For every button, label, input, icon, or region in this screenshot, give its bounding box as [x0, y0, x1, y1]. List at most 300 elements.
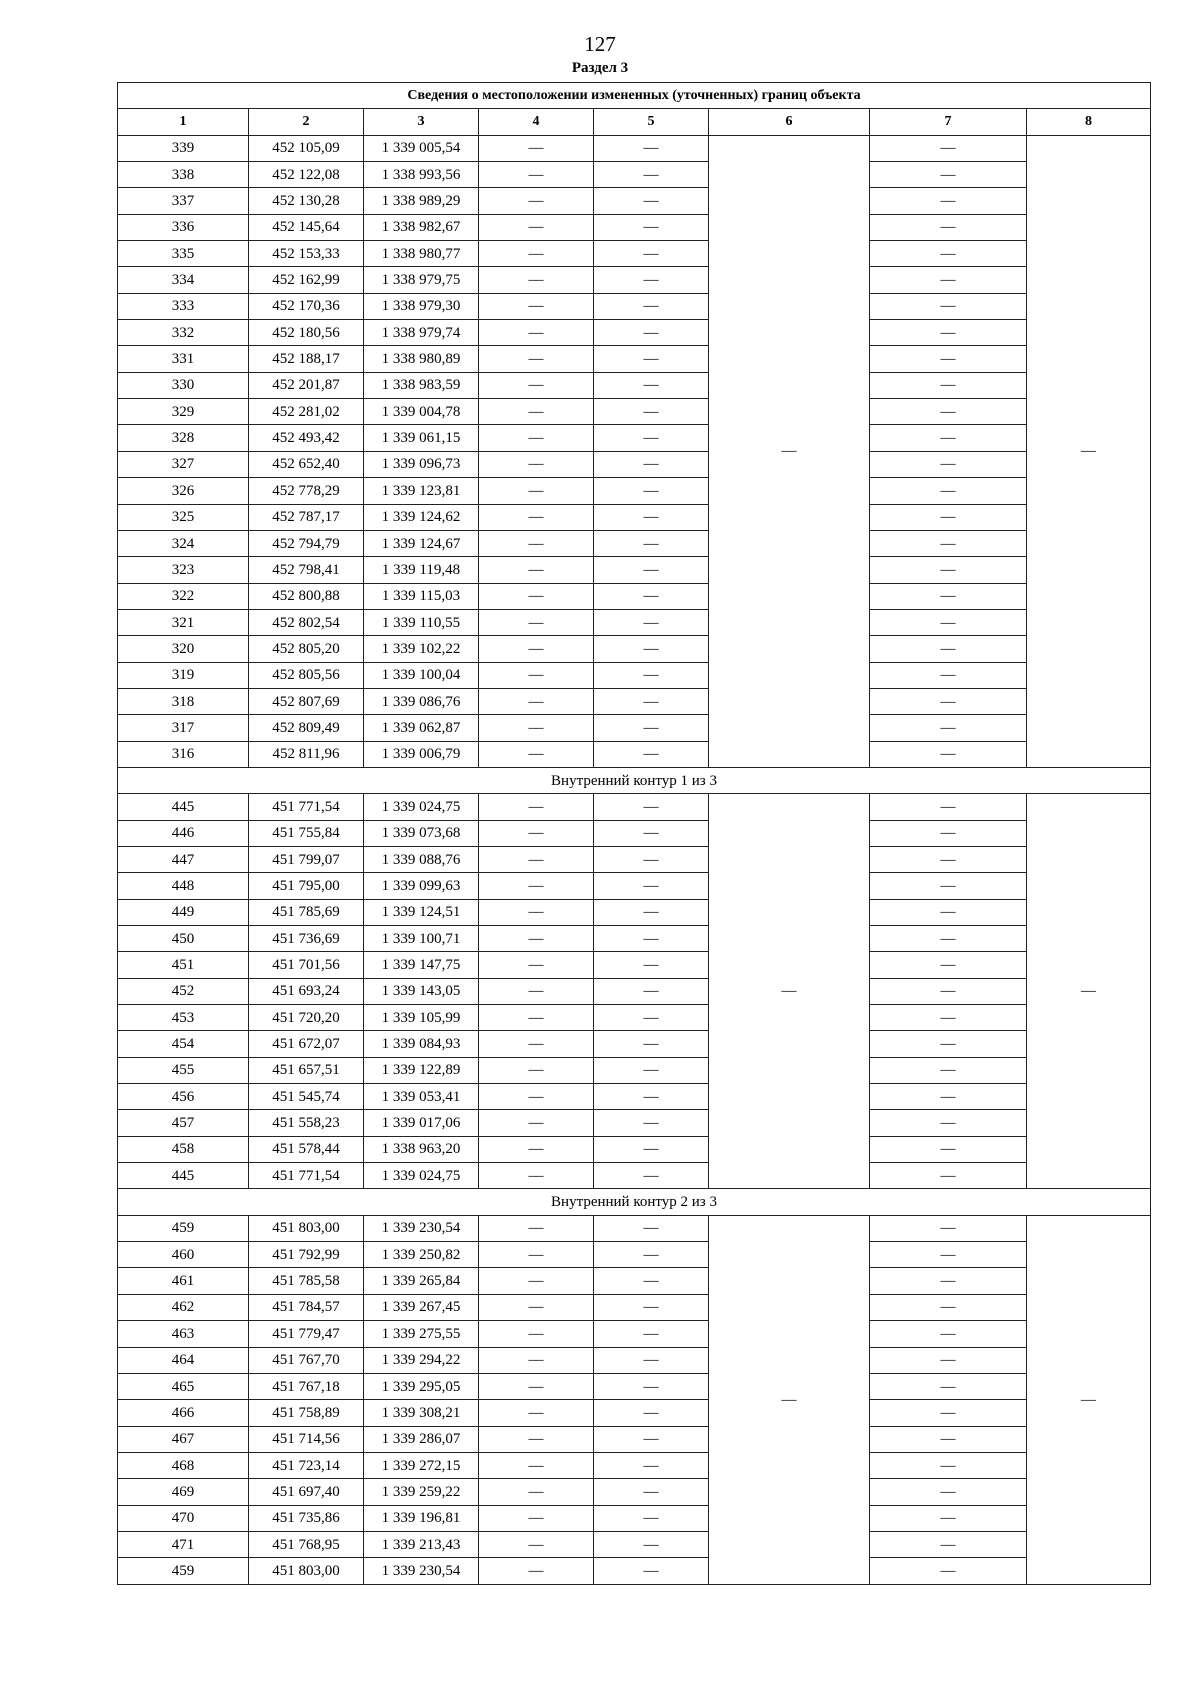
y-coordinate-cell: 1 338 980,89	[364, 346, 479, 372]
x-coordinate-cell: 452 281,02	[249, 399, 364, 425]
y-coordinate-cell: 1 339 250,82	[364, 1242, 479, 1268]
table-row	[118, 688, 1151, 714]
col5-dash-cell: —	[594, 267, 709, 293]
column-header: 3	[364, 109, 479, 135]
table-row	[118, 1294, 1151, 1320]
table-row	[118, 1136, 1151, 1162]
point-number-cell: 460	[118, 1242, 249, 1268]
point-number-cell: 445	[118, 794, 249, 820]
page-number: 127	[584, 32, 616, 56]
col4-dash-cell: —	[479, 1163, 594, 1189]
col7-dash-cell: —	[870, 162, 1027, 188]
table-row	[118, 820, 1151, 846]
table-row	[118, 399, 1151, 425]
col4-dash-cell: —	[479, 346, 594, 372]
y-coordinate-cell: 1 339 147,75	[364, 952, 479, 978]
point-number-cell: 328	[118, 425, 249, 451]
col4-dash-cell: —	[479, 425, 594, 451]
table-row	[118, 241, 1151, 267]
y-coordinate-cell: 1 338 993,56	[364, 162, 479, 188]
x-coordinate-cell: 452 652,40	[249, 451, 364, 477]
x-coordinate-cell: 452 188,17	[249, 346, 364, 372]
point-number-cell: 322	[118, 583, 249, 609]
y-coordinate-cell: 1 339 295,05	[364, 1373, 479, 1399]
col5-dash-cell: —	[594, 1294, 709, 1320]
col5-dash-cell: —	[594, 1400, 709, 1426]
col7-dash-cell: —	[870, 952, 1027, 978]
col5-dash-cell: —	[594, 320, 709, 346]
col5-dash-cell: —	[594, 241, 709, 267]
table-row	[118, 1057, 1151, 1083]
y-coordinate-cell: 1 339 099,63	[364, 873, 479, 899]
y-coordinate-cell: 1 338 979,74	[364, 320, 479, 346]
point-number-cell: 316	[118, 741, 249, 767]
y-coordinate-cell: 1 339 024,75	[364, 1163, 479, 1189]
col7-dash-cell: —	[870, 557, 1027, 583]
col4-dash-cell: —	[479, 926, 594, 952]
x-coordinate-cell: 452 105,09	[249, 135, 364, 161]
col5-dash-cell: —	[594, 926, 709, 952]
point-number-cell: 449	[118, 899, 249, 925]
table-row	[118, 1005, 1151, 1031]
y-coordinate-cell: 1 339 115,03	[364, 583, 479, 609]
table-row	[118, 873, 1151, 899]
y-coordinate-cell: 1 339 123,81	[364, 478, 479, 504]
table-row	[118, 1479, 1151, 1505]
y-coordinate-cell: 1 338 989,29	[364, 188, 479, 214]
col7-dash-cell: —	[870, 451, 1027, 477]
y-coordinate-cell: 1 339 006,79	[364, 741, 479, 767]
col7-dash-cell: —	[870, 1558, 1027, 1584]
x-coordinate-cell: 452 805,20	[249, 636, 364, 662]
y-coordinate-cell: 1 338 980,77	[364, 241, 479, 267]
point-number-cell: 336	[118, 214, 249, 240]
table-row	[118, 1110, 1151, 1136]
y-coordinate-cell: 1 339 102,22	[364, 636, 479, 662]
section-label: Раздел 3	[571, 60, 629, 76]
column-header: 6	[709, 109, 870, 135]
col5-dash-cell: —	[594, 293, 709, 319]
x-coordinate-cell: 452 122,08	[249, 162, 364, 188]
point-number-cell: 455	[118, 1057, 249, 1083]
y-coordinate-cell: 1 339 096,73	[364, 451, 479, 477]
col7-dash-cell: —	[870, 399, 1027, 425]
point-number-cell: 468	[118, 1452, 249, 1478]
point-number-cell: 448	[118, 873, 249, 899]
point-number-cell: 466	[118, 1400, 249, 1426]
col7-dash-cell: —	[870, 1426, 1027, 1452]
x-coordinate-cell: 451 714,56	[249, 1426, 364, 1452]
y-coordinate-cell: 1 339 005,54	[364, 135, 479, 161]
col5-dash-cell: —	[594, 1373, 709, 1399]
column-header: 8	[1027, 109, 1151, 135]
y-coordinate-cell: 1 339 213,43	[364, 1531, 479, 1557]
col4-dash-cell: —	[479, 1136, 594, 1162]
col4-dash-cell: —	[479, 451, 594, 477]
point-number-cell: 457	[118, 1110, 249, 1136]
col5-dash-cell: —	[594, 1505, 709, 1531]
contour-header-row	[118, 767, 1151, 793]
table-row	[118, 293, 1151, 319]
point-number-cell: 467	[118, 1426, 249, 1452]
col7-dash-cell: —	[870, 1505, 1027, 1531]
col7-dash-cell: —	[870, 636, 1027, 662]
col6-dash-cell: —	[709, 794, 870, 1189]
col5-dash-cell: —	[594, 451, 709, 477]
y-coordinate-cell: 1 339 124,67	[364, 530, 479, 556]
col5-dash-cell: —	[594, 1005, 709, 1031]
x-coordinate-cell: 451 803,00	[249, 1558, 364, 1584]
col5-dash-cell: —	[594, 978, 709, 1004]
y-coordinate-cell: 1 339 100,04	[364, 662, 479, 688]
col4-dash-cell: —	[479, 320, 594, 346]
x-coordinate-cell: 452 180,56	[249, 320, 364, 346]
x-coordinate-cell: 451 720,20	[249, 1005, 364, 1031]
col4-dash-cell: —	[479, 478, 594, 504]
x-coordinate-cell: 451 784,57	[249, 1294, 364, 1320]
table-body	[118, 135, 1151, 1584]
col4-dash-cell: —	[479, 135, 594, 161]
point-number-cell: 324	[118, 530, 249, 556]
y-coordinate-cell: 1 339 088,76	[364, 846, 479, 872]
col7-dash-cell: —	[870, 741, 1027, 767]
x-coordinate-cell: 451 768,95	[249, 1531, 364, 1557]
x-coordinate-cell: 452 493,42	[249, 425, 364, 451]
col4-dash-cell: —	[479, 530, 594, 556]
col5-dash-cell: —	[594, 1057, 709, 1083]
column-header: 5	[594, 109, 709, 135]
col4-dash-cell: —	[479, 293, 594, 319]
table-row	[118, 557, 1151, 583]
col5-dash-cell: —	[594, 952, 709, 978]
col4-dash-cell: —	[479, 1215, 594, 1241]
col5-dash-cell: —	[594, 504, 709, 530]
col7-dash-cell: —	[870, 1373, 1027, 1399]
point-number-cell: 459	[118, 1215, 249, 1241]
y-coordinate-cell: 1 339 086,76	[364, 688, 479, 714]
col5-dash-cell: —	[594, 1321, 709, 1347]
table-row	[118, 1373, 1151, 1399]
table-row	[118, 267, 1151, 293]
table-row	[118, 1347, 1151, 1373]
x-coordinate-cell: 451 767,18	[249, 1373, 364, 1399]
y-coordinate-cell: 1 339 119,48	[364, 557, 479, 583]
table-row	[118, 425, 1151, 451]
col5-dash-cell: —	[594, 662, 709, 688]
col5-dash-cell: —	[594, 1031, 709, 1057]
y-coordinate-cell: 1 339 024,75	[364, 794, 479, 820]
col7-dash-cell: —	[870, 293, 1027, 319]
col8-dash-cell: —	[1027, 794, 1151, 1189]
table-row	[118, 135, 1151, 161]
point-number-cell: 453	[118, 1005, 249, 1031]
col5-dash-cell: —	[594, 741, 709, 767]
col5-dash-cell: —	[594, 715, 709, 741]
col6-dash-cell: —	[709, 1215, 870, 1584]
col4-dash-cell: —	[479, 1110, 594, 1136]
column-header: 2	[249, 109, 364, 135]
col4-dash-cell: —	[479, 372, 594, 398]
table-row	[118, 794, 1151, 820]
col4-dash-cell: —	[479, 1479, 594, 1505]
point-number-cell: 447	[118, 846, 249, 872]
col4-dash-cell: —	[479, 609, 594, 635]
col5-dash-cell: —	[594, 1268, 709, 1294]
col5-dash-cell: —	[594, 1452, 709, 1478]
col4-dash-cell: —	[479, 636, 594, 662]
point-number-cell: 335	[118, 241, 249, 267]
col5-dash-cell: —	[594, 688, 709, 714]
x-coordinate-cell: 451 799,07	[249, 846, 364, 872]
x-coordinate-cell: 452 778,29	[249, 478, 364, 504]
x-coordinate-cell: 451 779,47	[249, 1321, 364, 1347]
col7-dash-cell: —	[870, 425, 1027, 451]
table-row	[118, 1215, 1151, 1241]
contour-header-row	[118, 1189, 1151, 1215]
table-row	[118, 214, 1151, 240]
x-coordinate-cell: 451 792,99	[249, 1242, 364, 1268]
col7-dash-cell: —	[870, 135, 1027, 161]
col7-dash-cell: —	[870, 1005, 1027, 1031]
point-number-cell: 319	[118, 662, 249, 688]
col4-dash-cell: —	[479, 662, 594, 688]
table-row	[118, 1452, 1151, 1478]
boundary-coordinates-table	[117, 82, 1151, 1585]
col5-dash-cell: —	[594, 609, 709, 635]
point-number-cell: 332	[118, 320, 249, 346]
x-coordinate-cell: 451 785,69	[249, 899, 364, 925]
col7-dash-cell: —	[870, 846, 1027, 872]
col4-dash-cell: —	[479, 1268, 594, 1294]
col5-dash-cell: —	[594, 1347, 709, 1373]
table-row	[118, 846, 1151, 872]
col4-dash-cell: —	[479, 899, 594, 925]
y-coordinate-cell: 1 339 308,21	[364, 1400, 479, 1426]
point-number-cell: 459	[118, 1558, 249, 1584]
col7-dash-cell: —	[870, 241, 1027, 267]
y-coordinate-cell: 1 339 294,22	[364, 1347, 479, 1373]
col5-dash-cell: —	[594, 399, 709, 425]
point-number-cell: 451	[118, 952, 249, 978]
contour-header: Внутренний контур 2 из 3	[118, 1189, 1151, 1215]
col5-dash-cell: —	[594, 820, 709, 846]
x-coordinate-cell: 452 145,64	[249, 214, 364, 240]
table-row	[118, 188, 1151, 214]
col4-dash-cell: —	[479, 1084, 594, 1110]
col7-dash-cell: —	[870, 583, 1027, 609]
point-number-cell: 329	[118, 399, 249, 425]
table-row	[118, 1558, 1151, 1584]
col4-dash-cell: —	[479, 1347, 594, 1373]
col4-dash-cell: —	[479, 741, 594, 767]
col7-dash-cell: —	[870, 1479, 1027, 1505]
point-number-cell: 318	[118, 688, 249, 714]
point-number-cell: 337	[118, 188, 249, 214]
x-coordinate-cell: 451 672,07	[249, 1031, 364, 1057]
col4-dash-cell: —	[479, 1373, 594, 1399]
point-number-cell: 326	[118, 478, 249, 504]
table-row	[118, 1031, 1151, 1057]
table-row	[118, 1242, 1151, 1268]
point-number-cell: 456	[118, 1084, 249, 1110]
point-number-cell: 339	[118, 135, 249, 161]
col7-dash-cell: —	[870, 978, 1027, 1004]
col7-dash-cell: —	[870, 1110, 1027, 1136]
col4-dash-cell: —	[479, 214, 594, 240]
col5-dash-cell: —	[594, 583, 709, 609]
col8-dash-cell: —	[1027, 135, 1151, 767]
col7-dash-cell: —	[870, 1268, 1027, 1294]
table-row	[118, 741, 1151, 767]
col7-dash-cell: —	[870, 715, 1027, 741]
y-coordinate-cell: 1 339 265,84	[364, 1268, 479, 1294]
col4-dash-cell: —	[479, 1531, 594, 1557]
x-coordinate-cell: 451 701,56	[249, 952, 364, 978]
table-title: Сведения о местоположении измененных (уточненных) границ объекта	[118, 83, 1151, 109]
table-row	[118, 1163, 1151, 1189]
table-row	[118, 320, 1151, 346]
point-number-cell: 470	[118, 1505, 249, 1531]
col7-dash-cell: —	[870, 1294, 1027, 1320]
col4-dash-cell: —	[479, 688, 594, 714]
col7-dash-cell: —	[870, 688, 1027, 714]
point-number-cell: 325	[118, 504, 249, 530]
x-coordinate-cell: 451 755,84	[249, 820, 364, 846]
y-coordinate-cell: 1 338 963,20	[364, 1136, 479, 1162]
col7-dash-cell: —	[870, 1215, 1027, 1241]
x-coordinate-cell: 452 787,17	[249, 504, 364, 530]
contour-header: Внутренний контур 1 из 3	[118, 767, 1151, 793]
point-number-cell: 327	[118, 451, 249, 477]
y-coordinate-cell: 1 339 100,71	[364, 926, 479, 952]
col7-dash-cell: —	[870, 1321, 1027, 1347]
x-coordinate-cell: 451 693,24	[249, 978, 364, 1004]
table-row	[118, 1426, 1151, 1452]
point-number-cell: 461	[118, 1268, 249, 1294]
y-coordinate-cell: 1 339 124,51	[364, 899, 479, 925]
point-number-cell: 331	[118, 346, 249, 372]
col4-dash-cell: —	[479, 1400, 594, 1426]
col4-dash-cell: —	[479, 978, 594, 1004]
x-coordinate-cell: 451 657,51	[249, 1057, 364, 1083]
col4-dash-cell: —	[479, 1057, 594, 1083]
col4-dash-cell: —	[479, 715, 594, 741]
col7-dash-cell: —	[870, 1031, 1027, 1057]
x-coordinate-cell: 452 802,54	[249, 609, 364, 635]
x-coordinate-cell: 451 758,89	[249, 1400, 364, 1426]
column-header: 1	[118, 109, 249, 135]
col5-dash-cell: —	[594, 557, 709, 583]
point-number-cell: 321	[118, 609, 249, 635]
col4-dash-cell: —	[479, 820, 594, 846]
table-row	[118, 1084, 1151, 1110]
y-coordinate-cell: 1 338 979,75	[364, 267, 479, 293]
col5-dash-cell: —	[594, 1136, 709, 1162]
col7-dash-cell: —	[870, 1163, 1027, 1189]
col5-dash-cell: —	[594, 1426, 709, 1452]
point-number-cell: 464	[118, 1347, 249, 1373]
y-coordinate-cell: 1 338 982,67	[364, 214, 479, 240]
col4-dash-cell: —	[479, 1242, 594, 1268]
col4-dash-cell: —	[479, 952, 594, 978]
x-coordinate-cell: 451 697,40	[249, 1479, 364, 1505]
y-coordinate-cell: 1 339 286,07	[364, 1426, 479, 1452]
column-header: 7	[870, 109, 1027, 135]
col5-dash-cell: —	[594, 346, 709, 372]
col5-dash-cell: —	[594, 188, 709, 214]
col4-dash-cell: —	[479, 1294, 594, 1320]
x-coordinate-cell: 451 578,44	[249, 1136, 364, 1162]
col5-dash-cell: —	[594, 636, 709, 662]
col4-dash-cell: —	[479, 1558, 594, 1584]
col7-dash-cell: —	[870, 1242, 1027, 1268]
x-coordinate-cell: 452 809,49	[249, 715, 364, 741]
col7-dash-cell: —	[870, 530, 1027, 556]
table-row	[118, 583, 1151, 609]
y-coordinate-cell: 1 339 122,89	[364, 1057, 479, 1083]
x-coordinate-cell: 452 798,41	[249, 557, 364, 583]
col5-dash-cell: —	[594, 372, 709, 398]
col7-dash-cell: —	[870, 1452, 1027, 1478]
table-row	[118, 1321, 1151, 1347]
y-coordinate-cell: 1 339 275,55	[364, 1321, 479, 1347]
col7-dash-cell: —	[870, 873, 1027, 899]
col4-dash-cell: —	[479, 846, 594, 872]
table-row	[118, 1268, 1151, 1294]
col5-dash-cell: —	[594, 794, 709, 820]
table-row	[118, 530, 1151, 556]
table-row	[118, 1400, 1151, 1426]
column-header: 4	[479, 109, 594, 135]
table-row	[118, 636, 1151, 662]
col7-dash-cell: —	[870, 188, 1027, 214]
col5-dash-cell: —	[594, 530, 709, 556]
x-coordinate-cell: 452 162,99	[249, 267, 364, 293]
x-coordinate-cell: 451 767,70	[249, 1347, 364, 1373]
col7-dash-cell: —	[870, 478, 1027, 504]
col5-dash-cell: —	[594, 1215, 709, 1241]
col7-dash-cell: —	[870, 214, 1027, 240]
y-coordinate-cell: 1 339 196,81	[364, 1505, 479, 1531]
x-coordinate-cell: 452 811,96	[249, 741, 364, 767]
col7-dash-cell: —	[870, 1084, 1027, 1110]
point-number-cell: 323	[118, 557, 249, 583]
col4-dash-cell: —	[479, 267, 594, 293]
col4-dash-cell: —	[479, 1321, 594, 1347]
col4-dash-cell: —	[479, 583, 594, 609]
col5-dash-cell: —	[594, 135, 709, 161]
y-coordinate-cell: 1 339 267,45	[364, 1294, 479, 1320]
x-coordinate-cell: 451 785,58	[249, 1268, 364, 1294]
point-number-cell: 471	[118, 1531, 249, 1557]
x-coordinate-cell: 452 794,79	[249, 530, 364, 556]
col7-dash-cell: —	[870, 1400, 1027, 1426]
y-coordinate-cell: 1 338 983,59	[364, 372, 479, 398]
x-coordinate-cell: 452 807,69	[249, 688, 364, 714]
x-coordinate-cell: 451 558,23	[249, 1110, 364, 1136]
table-row	[118, 478, 1151, 504]
col5-dash-cell: —	[594, 873, 709, 899]
col4-dash-cell: —	[479, 162, 594, 188]
col7-dash-cell: —	[870, 504, 1027, 530]
x-coordinate-cell: 452 805,56	[249, 662, 364, 688]
table-row	[118, 952, 1151, 978]
y-coordinate-cell: 1 339 017,06	[364, 1110, 479, 1136]
col6-dash-cell: —	[709, 135, 870, 767]
x-coordinate-cell: 451 771,54	[249, 794, 364, 820]
point-number-cell: 334	[118, 267, 249, 293]
point-number-cell: 465	[118, 1373, 249, 1399]
